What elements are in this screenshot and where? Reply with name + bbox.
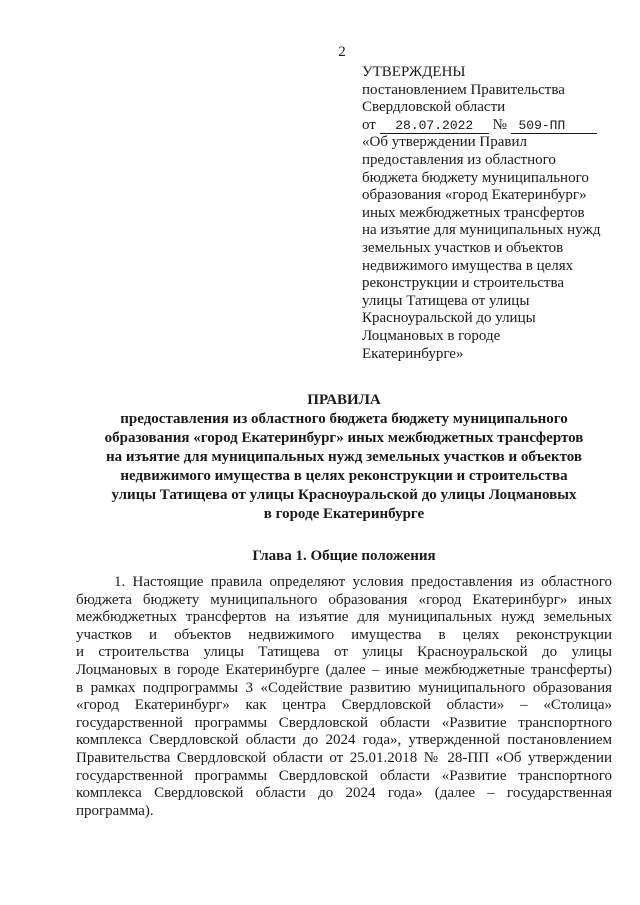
document-subtitle [76,410,612,524]
approval-number [511,119,597,134]
paragraph-line: комплекса Свердловской области до 2024 года», утвержденной постановлением [76,732,612,749]
date-prefix: от [362,116,376,133]
paragraph-line: межбюджетных трансфертов на изъятие для муниципальных нужд земельных [76,609,612,626]
approval-about-line: бюджета бюджету муниципального [362,169,589,186]
approval-line: постановлением Правительства [362,81,565,98]
paragraph-line: Правительства Свердловской области от 25.01.2018 № 28-ПП «Об утверждении [76,749,612,766]
approval-about-line: иных межбюджетных трансфертов [362,204,585,221]
subtitle-line: на изъятие для муниципальных нужд земельных участков и объектов [105,449,582,465]
number-prefix: № [492,116,507,133]
subtitle-line: предоставления из областного бюджета бюджету муниципального [120,411,568,427]
approval-date [380,119,489,134]
subtitle-line: образования «город Екатеринбург» иных межбюджетных трансфертов [104,430,584,446]
approval-line: Свердловской области [362,99,506,116]
page-number: 2 [338,44,346,60]
approval-about-line: Екатеринбурге» [362,345,464,362]
approval-about-line: на изъятие для муниципальных нужд [362,222,601,239]
chapter-heading: Глава 1. Общие положения [252,548,436,564]
approval-about-line: недвижимого имущества в целях [362,257,574,274]
paragraph-line: в рамках подпрограммы 3 «Содействие развитию муниципального образования [76,679,612,696]
subtitle-line: в городе Екатеринбурге [263,506,425,522]
approval-about-line: образования «город Екатеринбург» [362,187,587,204]
subtitle-line: недвижимого имущества в целях реконструкции и строительства [120,468,568,484]
approval-number-value: 509-ПП [518,117,566,133]
approval-heading: УТВЕРЖДЕНЫ [362,64,466,80]
paragraph-line: государственной программы Свердловской области «Развитие транспортного [76,714,612,731]
approval-date-number-line [362,117,622,135]
approval-about-line: Красноуральской до улицы [362,310,536,327]
document-title: ПРАВИЛА [307,392,381,408]
subtitle-line: улицы Татищева от улицы Красноуральской до улицы Лоцмановых [111,487,577,503]
paragraph-line: бюджета бюджету муниципального образования «город Екатеринбург» иных [76,591,612,608]
paragraph-line: и строительства улицы Татищева от улицы Красноуральской до улицы [76,644,612,661]
paragraph-line: государственной программы Свердловской области «Развитие транспортного [76,767,612,784]
paragraph-1 [76,574,612,820]
approval-about-line: «Об утверждении Правил [362,134,527,151]
approval-about-line: реконструкции и строительства [362,275,565,292]
approval-about-line: предоставления из областного [362,151,556,168]
approval-about-line: улицы Татищева от улицы [362,292,530,309]
approval-about-line: Лоцмановых в городе [362,327,501,344]
approval-block [362,64,622,363]
approval-date-value: 28.07.2022 [395,117,474,133]
paragraph-line: участков и объектов недвижимого имущества в целях реконструкции [76,626,612,643]
approval-about-line: земельных участков и объектов [362,239,564,256]
paragraph-line: комплекса Свердловской области до 2024 года» (далее – государственная [76,785,612,802]
paragraph-line: программа). [76,802,154,819]
paragraph-line: 1. Настоящие правила определяют условия предоставления из областного [114,574,612,590]
paragraph-line: Лоцмановых в городе Екатеринбурге (далее – иные межбюджетные трансферты) [76,661,612,678]
paragraph-line: «город Екатеринбург» как центра Свердловской области» – «Столица» [76,697,612,714]
